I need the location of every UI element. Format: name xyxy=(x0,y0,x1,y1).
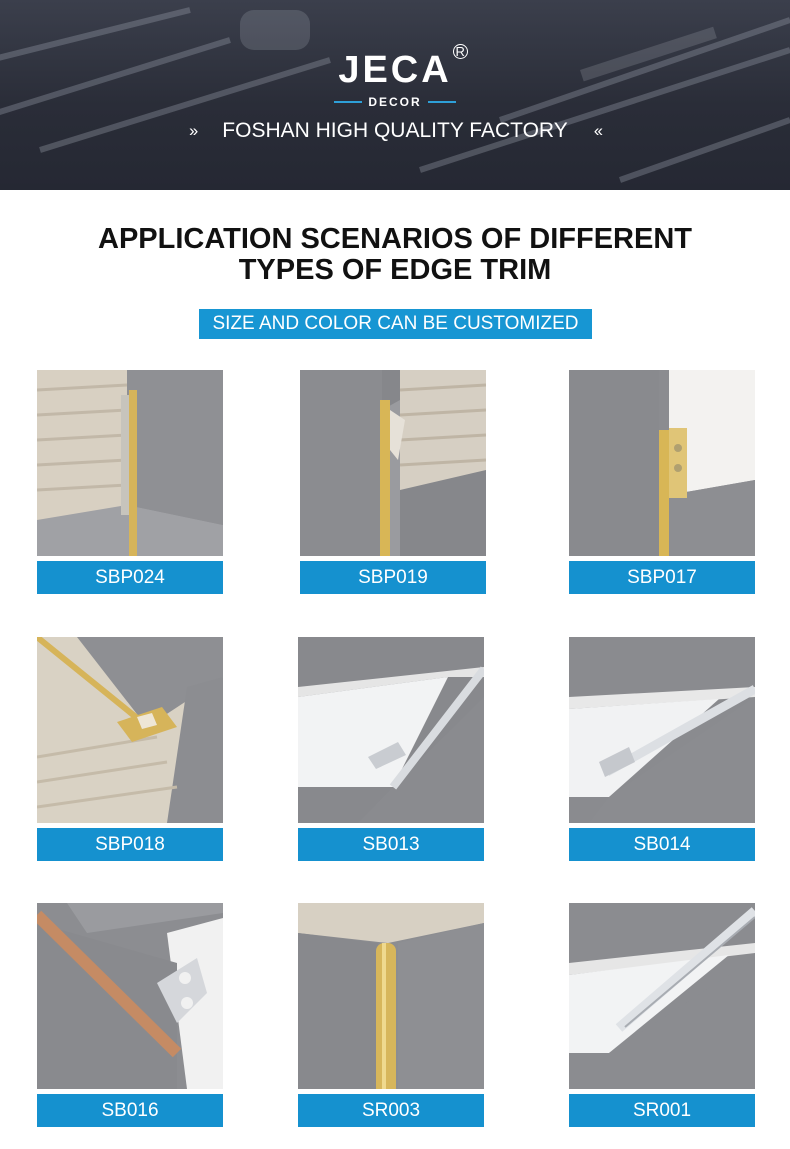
page-title xyxy=(0,224,790,286)
tagline-text: FOSHAN HIGH QUALITY FACTORY xyxy=(222,119,568,142)
product-label: SBP024 xyxy=(37,561,223,594)
chevron-right-icon: ›› xyxy=(188,121,197,140)
customize-badge: SIZE AND COLOR CAN BE CUSTOMIZED xyxy=(199,309,592,339)
product-label: SB013 xyxy=(298,828,484,861)
product-card[interactable] xyxy=(569,903,755,1128)
product-card[interactable] xyxy=(37,370,223,595)
product-card[interactable] xyxy=(569,637,755,862)
header-banner xyxy=(0,0,790,190)
product-label: SB016 xyxy=(37,1094,223,1127)
registered-mark: R xyxy=(453,44,468,59)
product-card[interactable] xyxy=(569,370,755,595)
chevron-left-icon: ‹‹ xyxy=(593,121,602,140)
product-photo xyxy=(300,370,486,556)
product-photo xyxy=(37,370,223,556)
divider xyxy=(428,101,456,103)
product-card[interactable] xyxy=(37,637,223,862)
brand-subtitle xyxy=(330,94,460,110)
product-card[interactable] xyxy=(37,903,223,1128)
divider xyxy=(334,101,362,103)
brand-sub-text: DECOR xyxy=(368,95,422,109)
title-line-1: APPLICATION SCENARIOS OF DIFFERENT xyxy=(98,223,692,255)
product-photo xyxy=(569,370,755,556)
product-label: SR003 xyxy=(298,1094,484,1127)
product-label: SBP018 xyxy=(37,828,223,861)
title-line-2: TYPES OF EDGE TRIM xyxy=(238,254,552,286)
product-card[interactable] xyxy=(298,903,484,1128)
product-photo xyxy=(569,903,755,1089)
product-photo xyxy=(37,903,223,1089)
product-photo xyxy=(298,637,484,823)
product-label: SB014 xyxy=(569,828,755,861)
product-label: SBP019 xyxy=(300,561,486,594)
product-card[interactable] xyxy=(300,370,486,595)
brand-logo: JECA R xyxy=(0,50,790,90)
product-photo xyxy=(569,637,755,823)
product-photo xyxy=(298,903,484,1089)
product-label: SBP017 xyxy=(569,561,755,594)
product-card[interactable] xyxy=(298,637,484,862)
product-label: SR001 xyxy=(569,1094,755,1127)
product-photo xyxy=(37,637,223,823)
tagline xyxy=(0,118,790,144)
